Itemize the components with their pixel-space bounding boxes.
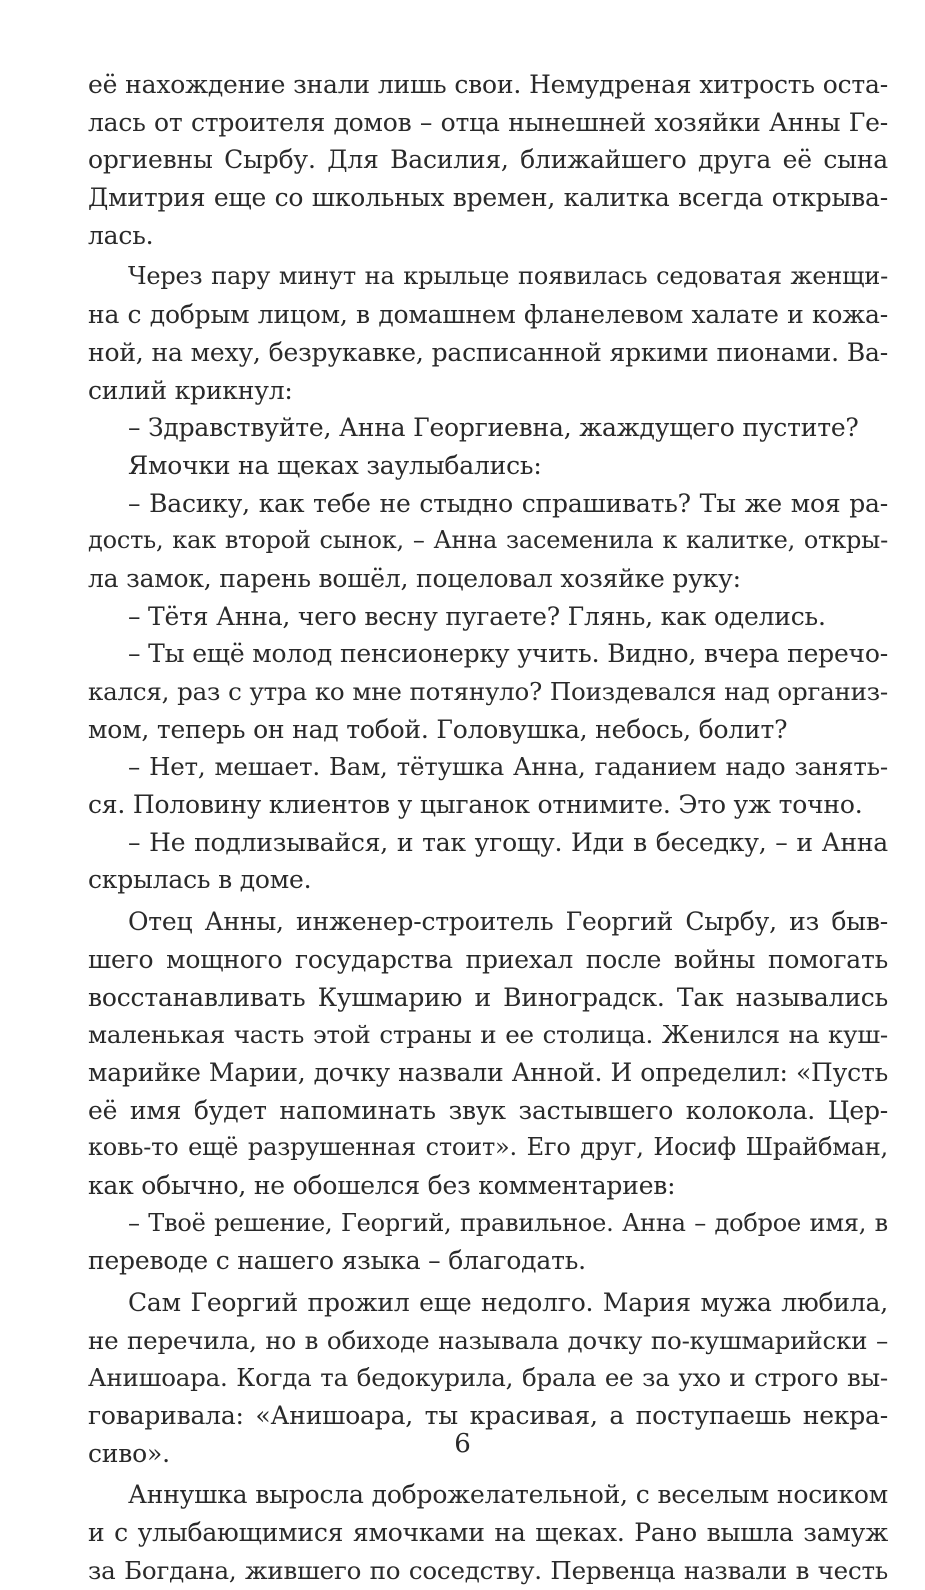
- text-line: её имя будет напоминать звук застывшего колокола. Цер-: [88, 1095, 888, 1125]
- text-line: – Твоё решение, Георгий, правильное. Анна – доброе имя, в: [128, 1208, 888, 1237]
- text-line: и с улыбающимися ямочками на щеках. Рано вышла замуж: [88, 1518, 888, 1548]
- text-line: лась от строителя домов – отца нынешней хозяйки Анны Ге-: [88, 107, 888, 137]
- text-line: ковь-то ещё разрушенная стоит». Его друг, Иосиф Шрайбман,: [88, 1133, 888, 1162]
- text-line: ся. Половину клиентов у цыганок отнимите. Это уж точно.: [88, 790, 863, 820]
- text-line: на с добрым лицом, в домашнем фланелевом халате и кожа-: [88, 300, 888, 330]
- text-line: скрылась в доме.: [88, 865, 312, 895]
- text-line: марийке Марии, дочку назвали Анной. И определил: «Пусть: [88, 1057, 888, 1087]
- text-line: шего мощного государства приехал после войны помогать: [88, 944, 888, 974]
- text-line: Аннушка выросла доброжелательной, с веселым носиком: [128, 1480, 888, 1510]
- book-page-text: [88, 66, 888, 1590]
- text-line: Ямочки на щеках заулыбались:: [128, 450, 542, 480]
- text-line: говаривала: «Анишоара, ты красивая, а поступаешь некра-: [88, 1401, 888, 1431]
- text-line: как обычно, не обошелся без комментариев:: [88, 1170, 676, 1200]
- text-line: – Не подлизывайся, и так угощу. Иди в беседку, – и Анна: [128, 827, 888, 857]
- text-line: мом, теперь он над тобой. Головушка, небось, болит?: [88, 714, 788, 744]
- text-line: ла замок, парень вошёл, поцеловал хозяйке руку:: [88, 563, 741, 593]
- text-line: – Здравствуйте, Анна Георгиевна, жаждущего пустите?: [128, 413, 859, 443]
- text-line: за Богдана, жившего по соседству. Первенца назвали в честь: [88, 1555, 888, 1585]
- text-line: Анишоара. Когда та бедокурила, брала ее за ухо и строго вы-: [88, 1363, 888, 1393]
- text-line: – Нет, мешает. Вам, тётушка Анна, гаданием надо занять-: [128, 752, 888, 782]
- text-line: её нахождение знали лишь свои. Немудреная хитрость оста-: [88, 70, 888, 99]
- text-line: ной, на меху, безрукавке, расписанной яркими пионами. Ва-: [88, 337, 888, 367]
- text-line: Сам Георгий прожил еще недолго. Мария мужа любила,: [128, 1288, 888, 1317]
- text-line: Через пару минут на крыльце появилась седоватая женщи-: [128, 262, 888, 291]
- text-line: переводе с нашего языка – благодать.: [88, 1246, 586, 1276]
- text-line: силий крикнул:: [88, 375, 293, 405]
- text-line: – Васику, как тебе не стыдно спрашивать? Ты же моя ра-: [128, 488, 888, 518]
- text-line: оргиевны Сырбу. Для Василия, ближайшего друга её сына: [88, 145, 888, 175]
- text-line: маленькая часть этой страны и ее столица. Женился на куш-: [88, 1020, 888, 1050]
- text-line: кался, раз с утра ко мне потянуло? Поиздевался над организ-: [88, 677, 888, 706]
- text-line: восстанавливать Кушмарию и Виноградск. Так назывались: [88, 982, 888, 1012]
- text-line: – Тётя Анна, чего весну пугаете? Глянь, как оделись.: [128, 601, 826, 631]
- text-line: Дмитрия еще со школьных времен, калитка всегда открыва-: [88, 183, 888, 213]
- text-line: лась.: [88, 220, 154, 250]
- text-line: не перечила, но в обиходе называла дочку по-кушмарийски –: [88, 1325, 888, 1355]
- text-line: – Ты ещё молод пенсионерку учить. Видно, вчера перечо-: [128, 639, 888, 669]
- text-line: сиво».: [88, 1438, 170, 1468]
- text-line: Отец Анны, инженер-строитель Георгий Сырбу, из быв-: [128, 907, 888, 937]
- page-number: 6: [454, 1429, 471, 1459]
- text-line: дость, как второй сынок, – Анна засеменила к калитке, откры-: [88, 526, 888, 555]
